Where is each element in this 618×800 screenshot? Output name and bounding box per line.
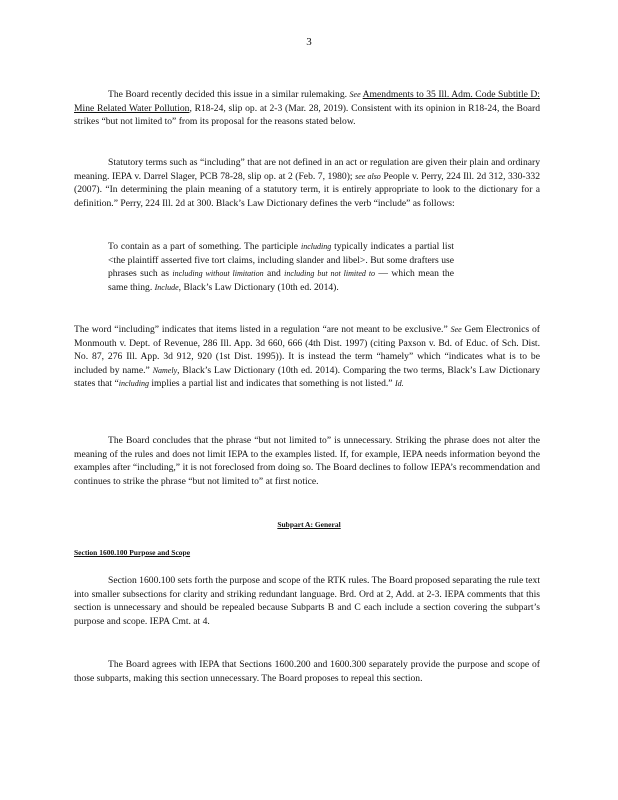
paragraph-1-text-a: The Board recently decided this issue in a similar rulemaking.	[108, 89, 348, 100]
page-number: 3	[306, 36, 312, 48]
paragraph-3-text-a: The word “including” indicates that items listed in a regulation “are not meant to be exclusive.”	[74, 324, 448, 335]
see-signal-2: See	[450, 325, 462, 334]
quote-text-d: — which mean the same thing.	[108, 268, 454, 293]
see-signal: See	[349, 90, 361, 99]
quote-italic-include: Include	[154, 282, 179, 292]
subpart-heading: Subpart A: General	[277, 520, 341, 529]
paragraph-4: The Board concludes that the phrase “but not limited to” is unnecessary. Striking the phrase does not alter the meaning of the rules and does not limit IEPA to the examples listed. If, for example, IEPA needs information beyond the examples after “including,” it is not foreclosed from doing so. The Board declines to follow IEPA’s recommendation and continues to strike the phrase “but not limited to” at first notice.	[74, 435, 540, 487]
paragraph-2-text-a: Statutory terms such as “including” that are not defined in an act or regulation are given their plain and ordinary meaning. IEPA v. Darrel Slager, PCB 78-28, slip op. at 2 (Feb. 7, 1980);	[74, 157, 540, 182]
section-heading: Section 1600.100 Purpose and Scope	[74, 548, 191, 557]
quote-text-b: typically indicates a partial list <the plaintiff asserted five tort claims, including slander and libel>. But some drafters use phrases such as	[108, 241, 454, 280]
paragraph-3-text-c: , Black’s Law Dictionary (10th ed. 2014). Comparing the two terms, Black’s Law Dictionary states that “	[74, 364, 540, 390]
paragraph-3-text-b: Gem Electronics of Monmouth v. Dept. of Revenue, 286 Ill. App. 3d 660, 666 (4th Dist. 1997) (citing Paxson v. Bd. of Educ. of Sch. Dist. No. 87, 276 Ill. App. 3d 912, 920 (1st Dist. 1995)). It is instead the term “hamely” which “indicates what is to be included by name.”	[74, 324, 540, 376]
paragraph-2-text-b: People v. Perry, 224 Ill. 2d 312, 330-332 (2007). “In determining the plain meaning of a statutory term, it is entirely appropriate to look to the dictionary for a definition.” Perry, 224 Ill. 2d at 300. Black’s Law Dictionary defines the verb “include” as follows:	[74, 170, 540, 209]
quote-text-c: and	[266, 268, 281, 280]
paragraph-3	[74, 323, 540, 391]
citation-amendments: Amendments to 35 Ill. Adm. Code Subtitle D: Mine Related Water Pollution	[74, 89, 540, 114]
quote-text-a: To contain as a part of something. The participle	[108, 241, 299, 252]
paragraph-2	[74, 156, 540, 210]
paragraph-6: The Board agrees with IEPA that Sections 1600.200 and 1600.300 separately provide the purpose and scope of those subparts, making this section unnecessary. The Board proposes to repeal this section.	[74, 659, 540, 684]
block-quote	[108, 240, 454, 294]
quote-italic-without-limitation: including without limitation	[172, 269, 264, 279]
id-signal: Id.	[394, 379, 404, 389]
paragraph-3-text-d: implies a partial list and indicates that something is not listed.”	[151, 378, 393, 390]
see-also-signal: see also	[355, 171, 381, 181]
paragraph-1	[74, 88, 540, 129]
paragraph-1-text-b: , R18-24, slip op. at 2-3 (Mar. 28, 2019). Consistent with its opinion in R18-24, the Board strikes “but not limited to” from its proposal for the reasons stated below.	[74, 102, 541, 128]
quote-text-e: , Black’s Law Dictionary (10th ed. 2014).	[178, 281, 339, 293]
including-italic: including	[118, 379, 149, 389]
quote-italic-but-not-limited: including but not limited to	[284, 269, 376, 279]
paragraph-5: Section 1600.100 sets forth the purpose and scope of the RTK rules. The Board proposed separating the rule text into smaller subsections for clarity and striking redundant language. Brd. Ord at 2, Add. at 2-3. IEPA comments that this section is unnecessary and should be repealed because Subparts B and C each include a section covering the subpart’s purpose and scope. IEPA Cmt. at 4.	[74, 575, 540, 627]
quote-italic-including: including	[301, 242, 332, 251]
namely-italic: Namely	[152, 365, 178, 375]
